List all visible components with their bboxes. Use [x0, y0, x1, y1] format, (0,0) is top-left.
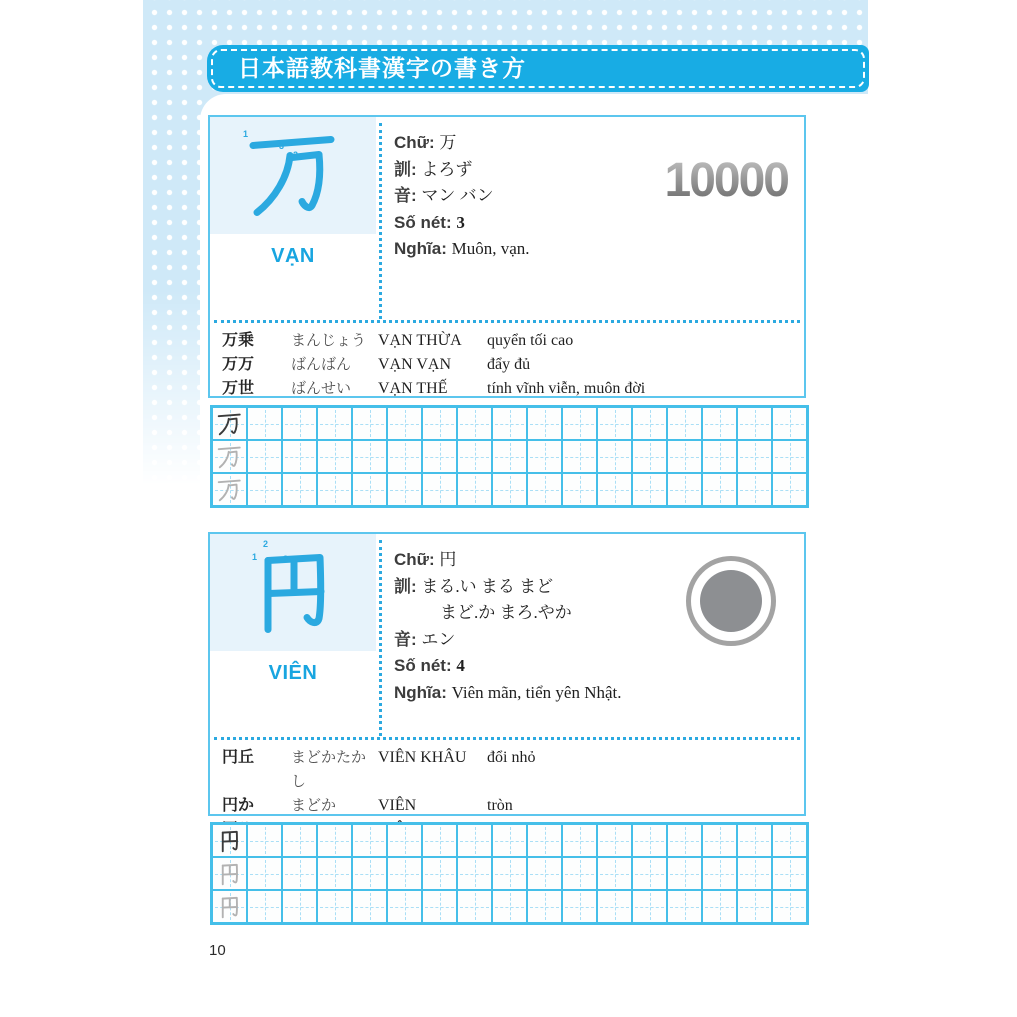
practice-cell: [772, 473, 807, 506]
info-row-chu: Chữ: 円: [394, 550, 457, 569]
kanji-trace: [216, 828, 243, 854]
practice-cell: [212, 407, 247, 440]
practice-cell: [457, 857, 492, 890]
vocab-row: [222, 794, 796, 818]
vocab-compound: 万乗: [222, 332, 255, 349]
practice-cell: [667, 824, 702, 857]
practice-cell: [422, 857, 457, 890]
practice-cell: [212, 890, 247, 923]
practice-cell: [457, 440, 492, 473]
vocab-reading: ばんばん: [291, 357, 352, 373]
vertical-dotted-divider: [379, 123, 382, 319]
kanji-man-drawing: [243, 126, 343, 223]
practice-cell: [492, 473, 527, 506]
kanji-info: [394, 130, 530, 263]
kanji-trace: [216, 444, 243, 470]
practice-cell: [737, 890, 772, 923]
practice-cell: [702, 857, 737, 890]
practice-cell: [387, 824, 422, 857]
vertical-dotted-divider: [379, 540, 382, 736]
practice-cell: [772, 890, 807, 923]
info-row-strokes: Số nét: 4: [394, 656, 465, 676]
vocab-meaning: đổi nhỏ: [487, 749, 536, 766]
practice-cell: [527, 440, 562, 473]
info-row-meaning: Nghĩa: Muôn, vạn.: [394, 239, 530, 259]
info-row-chu: Chữ: 万: [394, 133, 457, 152]
kanji-en-drawing: [243, 543, 343, 640]
stroke-number: 2: [263, 539, 269, 549]
kanji-display-box: [210, 534, 376, 651]
vocab-row: [222, 329, 796, 353]
practice-cell: [282, 440, 317, 473]
vocab-viet: VẠN THẾ: [378, 380, 448, 397]
page-header-banner: [207, 45, 869, 92]
horizontal-dotted-divider: [214, 320, 800, 323]
practice-cell: [737, 407, 772, 440]
practice-cell: [317, 407, 352, 440]
vocab-compound: 万万: [222, 356, 255, 373]
kanji-card-man: [208, 115, 806, 398]
practice-grid-man: [210, 405, 809, 508]
kanji-trace: [216, 894, 243, 920]
kanji-trace: [216, 477, 243, 503]
practice-cell: [597, 857, 632, 890]
practice-cell: [212, 857, 247, 890]
vocab-reading: まどか: [291, 798, 337, 814]
kanji-trace: [216, 861, 243, 887]
practice-cell: [667, 440, 702, 473]
vocab-table: [222, 329, 796, 401]
practice-cell: [212, 440, 247, 473]
practice-cell: [212, 473, 247, 506]
vocab-row: [222, 746, 796, 794]
stroke-number: 1: [243, 129, 249, 139]
vocab-compound: 万世: [222, 380, 255, 397]
practice-cell: [597, 473, 632, 506]
circle-inner: [700, 570, 762, 632]
practice-cell: [702, 824, 737, 857]
page-number: 10: [209, 942, 226, 959]
practice-cell: [317, 473, 352, 506]
practice-cell: [632, 857, 667, 890]
practice-cell: [282, 407, 317, 440]
practice-cell: [352, 440, 387, 473]
practice-cell: [527, 824, 562, 857]
practice-cell: [737, 440, 772, 473]
practice-cell: [387, 440, 422, 473]
info-row-kun: 訓: まる.い まる まど: [394, 576, 554, 596]
vocab-meaning: quyển tối cao: [487, 332, 574, 349]
info-row-on: 音: マン バン: [394, 186, 494, 206]
vocab-compound: 円丘: [222, 749, 255, 766]
vocab-meaning: đẩy đủ: [487, 356, 531, 373]
practice-cell: [457, 407, 492, 440]
practice-cell: [562, 473, 597, 506]
practice-cell: [772, 824, 807, 857]
practice-cell: [702, 440, 737, 473]
practice-cell: [247, 440, 282, 473]
practice-cell: [422, 473, 457, 506]
stroke-number: 2: [293, 150, 299, 160]
practice-cell: [282, 824, 317, 857]
practice-cell: [702, 890, 737, 923]
practice-cell: [387, 857, 422, 890]
practice-cell: [352, 890, 387, 923]
practice-cell: [597, 407, 632, 440]
vocab-meaning: tròn: [487, 797, 513, 814]
info-row-kun: 訓: よろず: [394, 159, 473, 179]
practice-cell: [457, 824, 492, 857]
practice-cell: [527, 890, 562, 923]
practice-cell: [632, 407, 667, 440]
vocab-viet: VIÊN KHÂU: [378, 749, 467, 766]
practice-cell: [562, 857, 597, 890]
practice-cell: [492, 440, 527, 473]
vocab-compound: 円か: [222, 797, 255, 814]
info-row-kun2: まど.か まろ.やか: [440, 603, 572, 623]
practice-cell: [247, 890, 282, 923]
practice-cell: [422, 440, 457, 473]
kanji-display-box: [210, 117, 376, 234]
practice-cell: [387, 890, 422, 923]
practice-cell: [422, 824, 457, 857]
vocab-reading: ばんせい: [291, 381, 352, 397]
practice-cell: [387, 473, 422, 506]
practice-cell: [702, 407, 737, 440]
stroke-number: 4: [266, 579, 272, 589]
practice-cell: [737, 473, 772, 506]
vocab-row: [222, 377, 796, 401]
horizontal-dotted-divider: [214, 737, 800, 740]
practice-cell: [772, 407, 807, 440]
practice-cell: [247, 407, 282, 440]
practice-cell: [352, 824, 387, 857]
practice-cell: [352, 407, 387, 440]
practice-cell: [317, 890, 352, 923]
practice-cell: [562, 890, 597, 923]
practice-cell: [597, 890, 632, 923]
practice-cell: [772, 440, 807, 473]
practice-cell: [317, 824, 352, 857]
ten-thousand-illustration: 10000: [664, 154, 788, 207]
practice-cell: [282, 857, 317, 890]
practice-cell: [212, 824, 247, 857]
practice-cell: [562, 440, 597, 473]
practice-cell: [527, 857, 562, 890]
practice-cell: [422, 890, 457, 923]
practice-cell: [667, 857, 702, 890]
vocab-reading: まんじょう: [291, 333, 367, 349]
practice-cell: [457, 473, 492, 506]
practice-cell: [667, 473, 702, 506]
kanji-trace: [216, 411, 243, 437]
practice-cell: [282, 890, 317, 923]
practice-cell: [492, 890, 527, 923]
practice-cell: [247, 473, 282, 506]
stroke-number: 1: [252, 552, 258, 562]
viet-reading-name: VẠN: [271, 245, 315, 267]
practice-cell: [737, 824, 772, 857]
practice-cell: [597, 440, 632, 473]
practice-cell: [317, 440, 352, 473]
practice-cell: [632, 824, 667, 857]
practice-cell: [702, 473, 737, 506]
practice-cell: [562, 824, 597, 857]
practice-cell: [527, 473, 562, 506]
vocab-meaning: tính vĩnh viễn, muôn đời: [487, 380, 646, 397]
practice-cell: [492, 857, 527, 890]
practice-cell: [282, 473, 317, 506]
practice-cell: [352, 857, 387, 890]
practice-cell: [737, 857, 772, 890]
stroke-number: 3: [279, 141, 285, 151]
practice-cell: [632, 440, 667, 473]
practice-cell: [527, 407, 562, 440]
page-title: 日本語教科書漢字の書き方: [238, 55, 526, 81]
info-row-on: 音: エン: [394, 629, 456, 649]
practice-cell: [632, 890, 667, 923]
yen-coin-circle-icon: [686, 556, 776, 646]
vocab-row: [222, 353, 796, 377]
kanji-card-en: [208, 532, 806, 816]
vocab-viet: VẠN THỪA: [378, 332, 462, 349]
practice-cell: [562, 407, 597, 440]
vocab-viet: VIÊN: [378, 797, 417, 814]
practice-cell: [667, 890, 702, 923]
info-row-strokes: Số nét: 3: [394, 212, 465, 232]
practice-cell: [492, 407, 527, 440]
stroke-number: 3: [283, 554, 289, 564]
practice-cell: [597, 824, 632, 857]
practice-cell: [632, 473, 667, 506]
practice-cell: [352, 473, 387, 506]
practice-cell: [457, 890, 492, 923]
practice-cell: [247, 857, 282, 890]
practice-cell: [772, 857, 807, 890]
practice-cell: [247, 824, 282, 857]
kanji-info: [394, 547, 622, 707]
practice-cell: [387, 407, 422, 440]
viet-reading-name: VIÊN: [268, 662, 318, 684]
practice-grid-en: [210, 822, 809, 925]
vocab-viet: VẠN VẠN: [378, 356, 452, 373]
vocab-reading: まどかたかし: [291, 750, 367, 790]
practice-cell: [422, 407, 457, 440]
info-row-meaning: Nghĩa: Viên mãn, tiển yên Nhật.: [394, 682, 622, 702]
practice-cell: [492, 824, 527, 857]
practice-cell: [317, 857, 352, 890]
practice-cell: [667, 407, 702, 440]
